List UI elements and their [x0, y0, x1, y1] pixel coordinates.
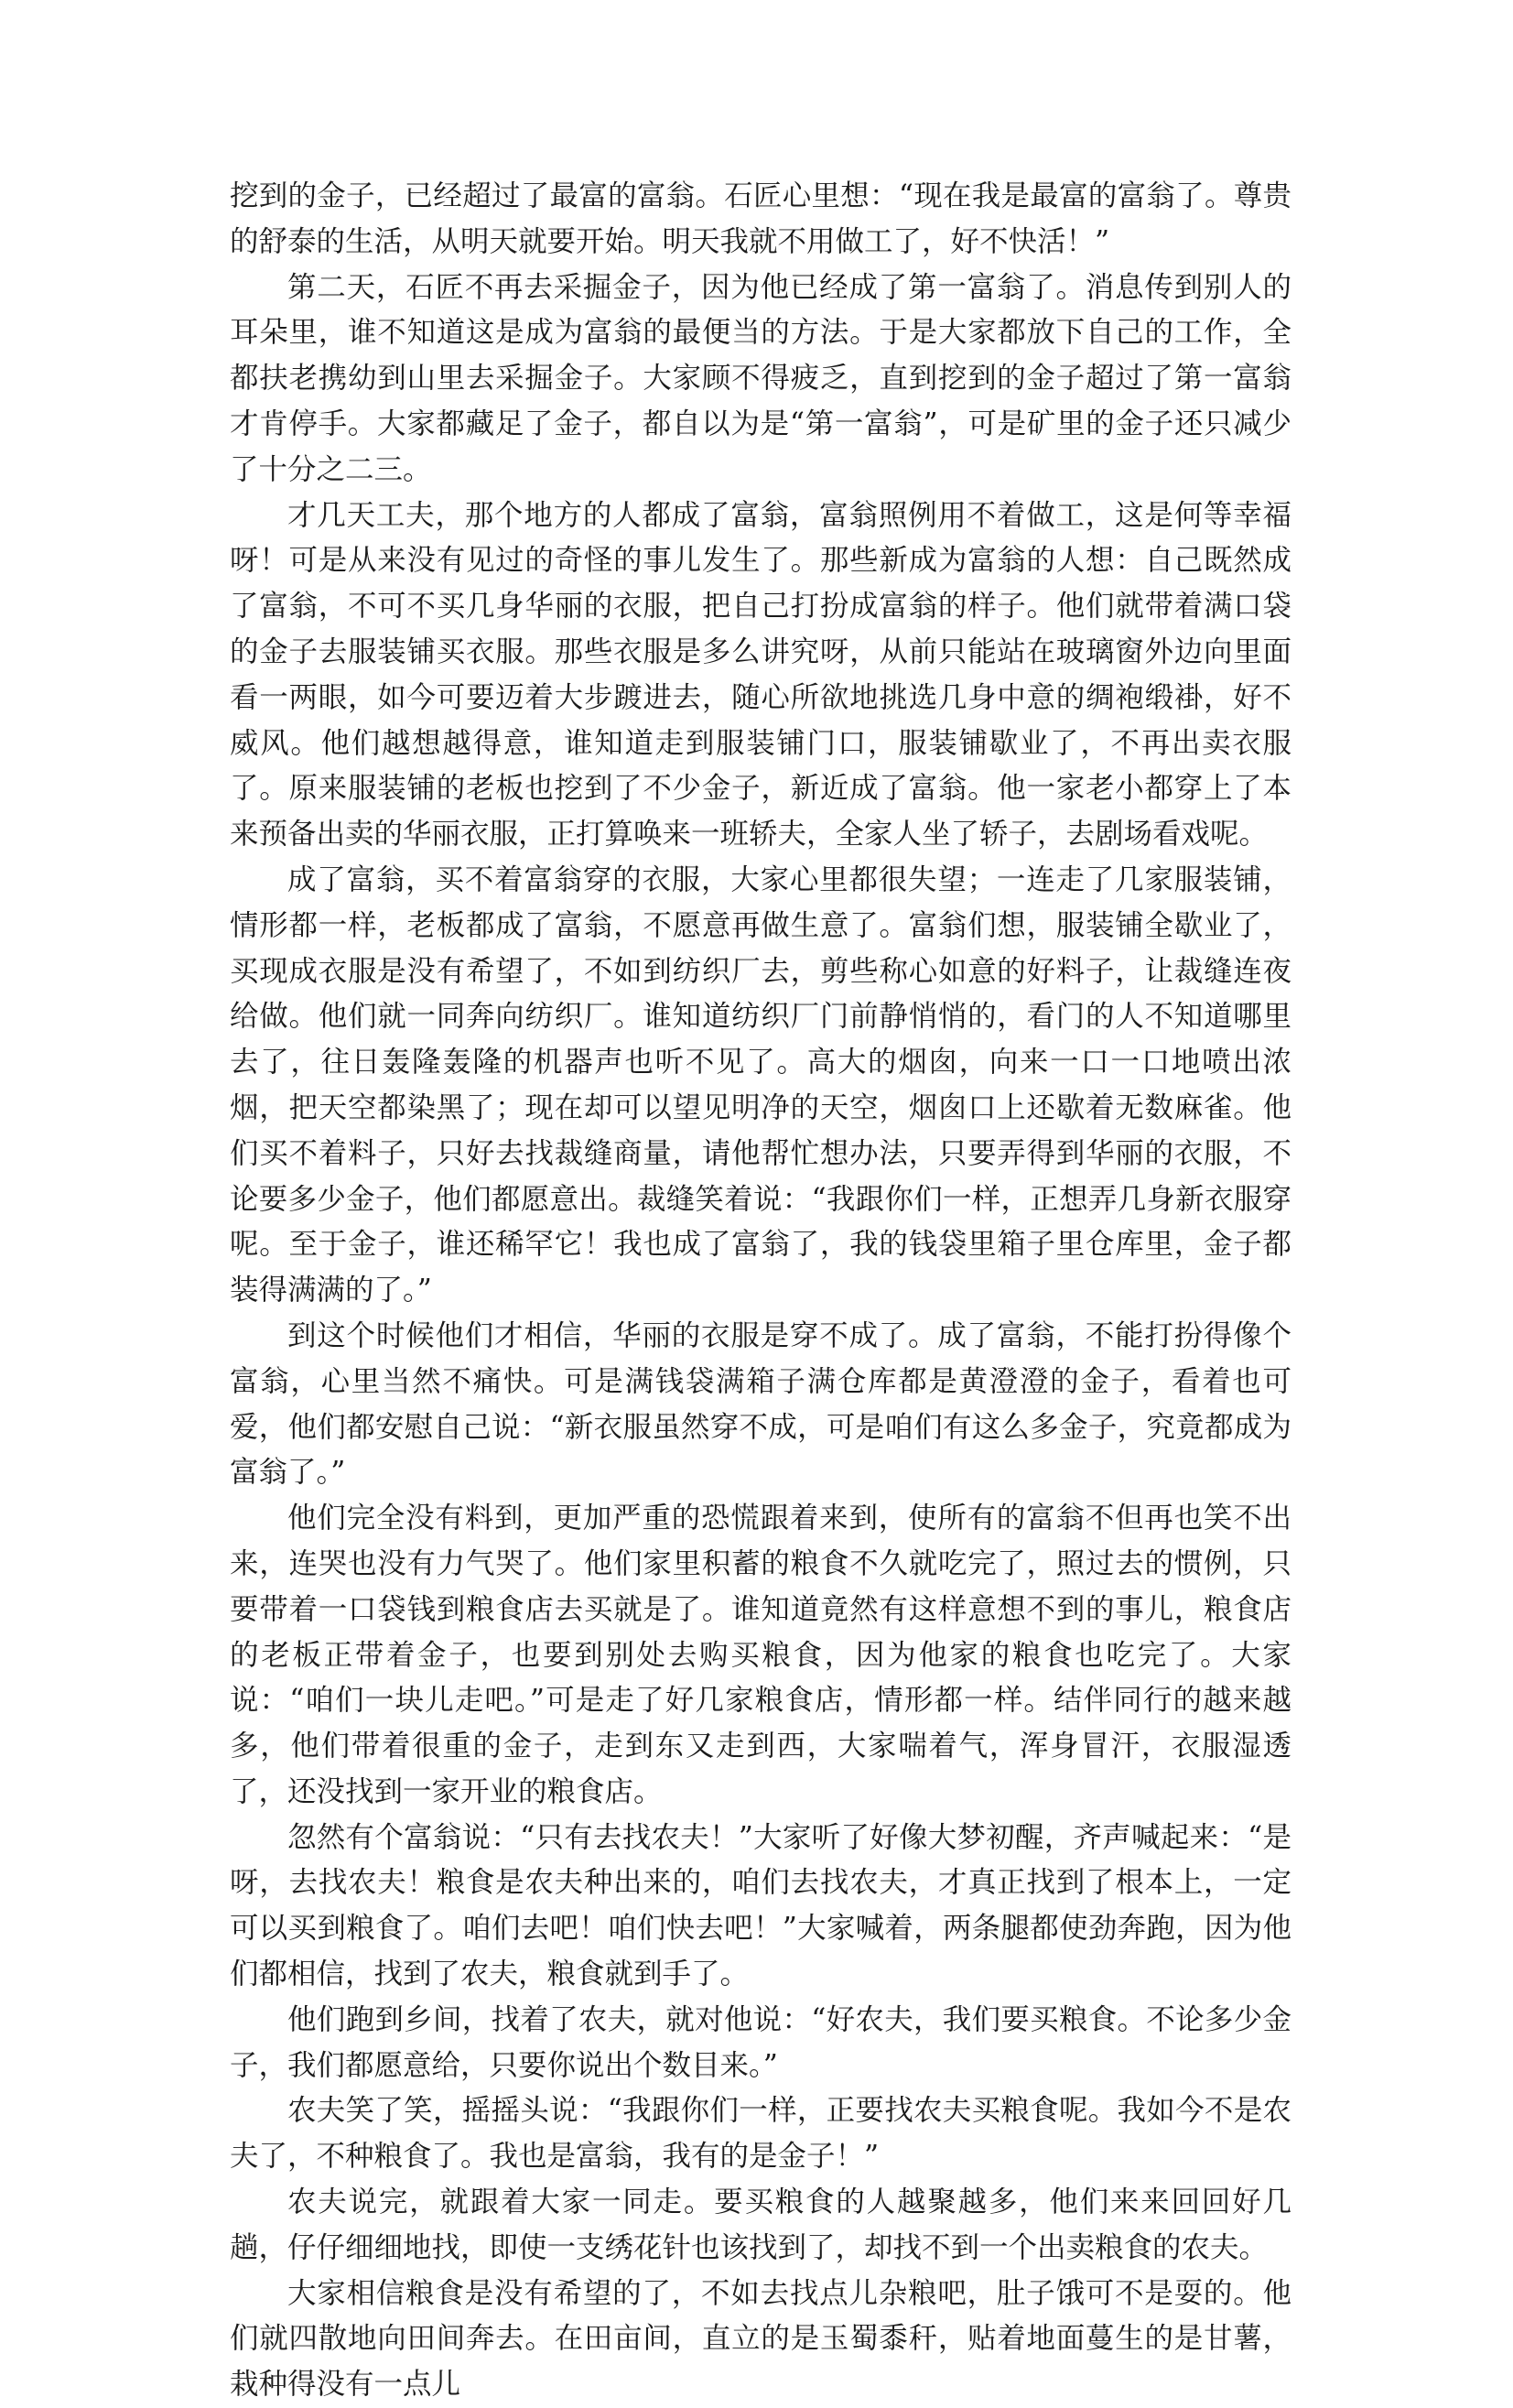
paragraph-4: 成了富翁，买不着富翁穿的衣服，大家心里都很失望；一连走了几家服装铺，情形都一样，老板都成了富翁，不愿意再做生意了。富翁们想，服装铺全歇业了，买现成衣服是没有希望了，不如到纺织厂去，剪些称心如意的好料子，让裁缝连夜给做。他们就一同奔向纺织厂。谁知道纺织厂门前静悄悄的，看门的人不知道哪里去了，往日轰隆轰隆的机器声也听不见了。高大的烟囱，向来一口一口地喷出浓烟，把天空都染黑了；现在却可以望见明净的天空，烟囱口上还歇着无数麻雀。他们买不着料子，只好去找裁缝商量，请他帮忙想办法，只要弄得到华丽的衣服，不论要多少金子，他们都愿意出。裁缝笑着说：“我跟你们一样，正想弄几身新衣服穿呢。至于金子，谁还稀罕它！我也成了富翁了，我的钱袋里箱子里仓库里，金子都装得满满的了。”: [230, 862, 1291, 1307]
paragraph-5: 到这个时候他们才相信，华丽的衣服是穿不成了。成了富翁，不能打扮得像个富翁，心里当然不痛快。可是满钱袋满箱子满仓库都是黄澄澄的金子，看着也可爱，他们都安慰自己说：“新衣服虽然穿不成，可是咱们有这么多金子，究竟都成为富翁了。”: [230, 1318, 1291, 1490]
paragraph-3: 才几天工夫，那个地方的人都成了富翁，富翁照例用不着做工，这是何等幸福呀！可是从来没有见过的奇怪的事儿发生了。那些新成为富翁的人想：自己既然成了富翁，不可不买几身华丽的衣服，把自己打扮成富翁的样子。他们就带着满口袋的金子去服装铺买衣服。那些衣服是多么讲究呀，从前只能站在玻璃窗外边向里面看一两眼，如今可要迈着大步踱进去，随心所欲地挑选几身中意的绸袍缎褂，好不威风。他们越想越得意，谁知道走到服装铺门口，服装铺歇业了，不再出卖衣服了。原来服装铺的老板也挖到了不少金子，新近成了富翁。他一家老小都穿上了本来预备出卖的华丽衣服，正打算唤来一班轿夫，全家人坐了轿子，去剧场看戏呢。: [230, 498, 1291, 851]
paragraph-2: 第二天，石匠不再去采掘金子，因为他已经成了第一富翁了。消息传到别人的耳朵里，谁不知道这是成为富翁的最便当的方法。于是大家都放下自己的工作，全都扶老携幼到山里去采掘金子。大家顾不得疲乏，直到挖到的金子超过了第一富翁才肯停手。大家都藏足了金子，都自以为是“第一富翁”，可是矿里的金子还只减少了十分之二三。: [230, 270, 1291, 486]
paragraph-9: 农夫笑了笑，摇摇头说：“我跟你们一样，正要找农夫买粮食呢。我如今不是农夫了，不种粮食了。我也是富翁，我有的是金子！”: [230, 2094, 1291, 2174]
document-page: [230, 174, 1291, 2408]
paragraph-8: 他们跑到乡间，找着了农夫，就对他说：“好农夫，我们要买粮食。不论多少金子，我们都愿意给，只要你说出个数目来。”: [230, 2002, 1291, 2082]
paragraph-11: 大家相信粮食是没有希望的了，不如去找点儿杂粮吧，肚子饿可不是耍的。他们就四散地向田间奔去。在田亩间，直立的是玉蜀黍秆，贴着地面蔓生的是甘薯，栽种得没有一点儿: [230, 2276, 1291, 2402]
paragraph-10: 农夫说完，就跟着大家一同走。要买粮食的人越聚越多，他们来来回回好几趟，仔仔细细地找，即使一支绣花针也该找到了，却找不到一个出卖粮食的农夫。: [230, 2186, 1291, 2264]
paragraph-1: 挖到的金子，已经超过了最富的富翁。石匠心里想：“现在我是最富的富翁了。尊贵的舒泰的生活，从明天就要开始。明天我就不用做工了，好不快活！”: [230, 179, 1291, 258]
paragraph-6: 他们完全没有料到，更加严重的恐慌跟着来到，使所有的富翁不但再也笑不出来，连哭也没有力气哭了。他们家里积蓄的粮食不久就吃完了，照过去的惯例，只要带着一口袋钱到粮食店去买就是了。谁知道竟然有这样意想不到的事儿，粮食店的老板正带着金子，也要到别处去购买粮食，因为他家的粮食也吃完了。大家说：“咱们一块儿走吧。”可是走了好几家粮食店，情形都一样。结伴同行的越来越多，他们带着很重的金子，走到东又走到西，大家喘着气，浑身冒汗，衣服湿透了，还没找到一家开业的粮食店。: [230, 1502, 1291, 1808]
paragraph-7: 忽然有个富翁说：“只有去找农夫！”大家听了好像大梦初醒，齐声喊起来：“是呀，去找农夫！粮食是农夫种出来的，咱们去找农夫，才真正找到了根本上，一定可以买到粮食了。咱们去吧！咱们快去吧！”大家喊着，两条腿都使劲奔跑，因为他们都相信，找到了农夫，粮食就到手了。: [230, 1820, 1291, 1991]
